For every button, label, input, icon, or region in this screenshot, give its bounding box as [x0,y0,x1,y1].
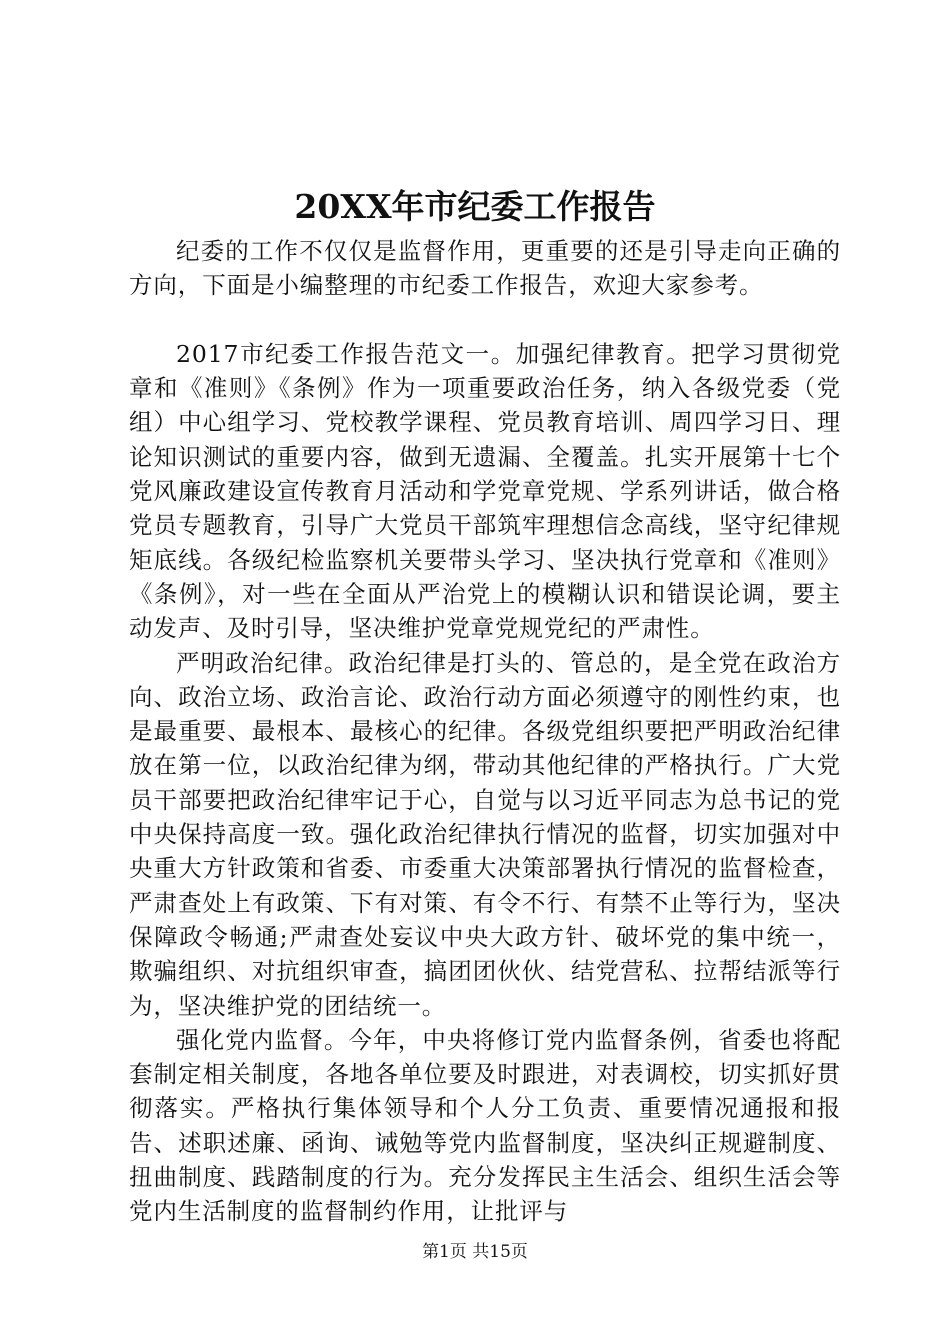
document-title: 20XX年市纪委工作报告 [294,187,656,226]
page-number-footer: 第1页 共15页 [422,1242,528,1262]
intro-paragraph: 纪委的工作不仅仅是监督作用，更重要的还是引导走向正确的方向，下面是小编整理的市纪委工作报告，欢迎大家参考。 [129,237,841,300]
body-paragraph-3: 强化党内监督。今年，中央将修订党内监督条例，省委也将配套制定相关制度，各地各单位要及时跟进，对表调校，切实抓好贯彻落实。严格执行集体领导和个人分工负责、重要情况通报和报告、述职述廉、函询、诫勉等党内监督制度，坚决纠正规避制度、扭曲制度、践踏制度的行为。充分发挥民主生活会、组织生活会等党内生活制度的监督制约作用，让批评与 [129,1025,841,1226]
body-paragraph-1: 2017市纪委工作报告范文一。加强纪律教育。把学习贯彻党章和《准则》《条例》作为一项重要政治任务，纳入各级党委（党组）中心组学习、党校教学课程、党员教育培训、周四学习日、理论知识测试的重要内容，做到无遗漏、全覆盖。扎实开展第十七个党风廉政建设宣传教育月活动和学党章党规、学系列讲话，做合格党员专题教育，引导广大党员干部筑牢理想信念高线，坚守纪律规矩底线。各级纪检监察机关要带头学习、坚决执行党章和《准则》《条例》，对一些在全面从严治党上的模糊认识和错误论调，要主动发声、及时引导，坚决维护党章党规党纪的严肃性。 [129,339,841,643]
body-paragraph-2: 严明政治纪律。政治纪律是打头的、管总的，是全党在政治方向、政治立场、政治言论、政治行动方面必须遵守的刚性约束，也是最重要、最根本、最核心的纪律。各级党组织要把严明政治纪律放在第一位，以政治纪律为纲，带动其他纪律的严格执行。广大党员干部要把政治纪律牢记于心，自觉与以习近平同志为总书记的党中央保持高度一致。强化政治纪律执行情况的监督，切实加强对中央重大方针政策和省委、市委重大决策部署执行情况的监督检查，严肃查处上有政策、下有对策、有令不行、有禁不止等行为，坚决保障政令畅通;严肃查处妄议中央大政方针、破坏党的集中统一，欺骗组织、对抗组织审查，搞团团伙伙、结党营私、拉帮结派等行为，坚决维护党的团结统一。 [129,648,841,1020]
document-body [129,234,841,1229]
